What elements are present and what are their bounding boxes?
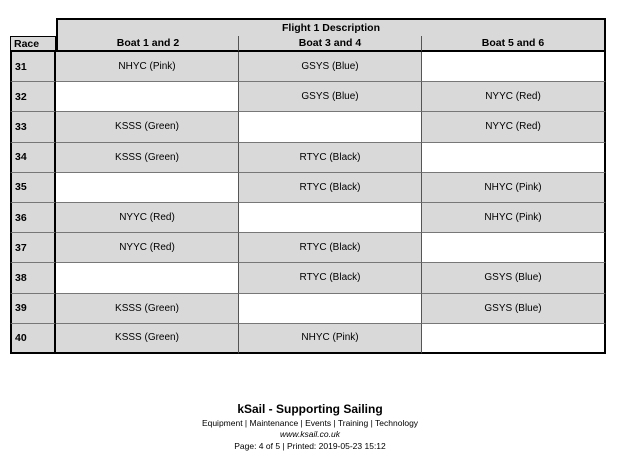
boat-1-2-cell: NHYC (Pink) [56, 52, 239, 82]
boat-5-6-cell: NYYC (Red) [422, 82, 606, 112]
race-number-cell: 32 [10, 82, 56, 112]
race-number-cell: 36 [10, 203, 56, 233]
boat-3-4-cell [239, 294, 422, 324]
boat-1-2-cell: KSSS (Green) [56, 112, 239, 142]
table-row [10, 82, 606, 112]
boat-3-4-cell: RTYC (Black) [239, 233, 422, 263]
boat-5-6-cell [422, 143, 606, 173]
boat-5-6-cell [422, 324, 606, 354]
boat-3-4-cell: RTYC (Black) [239, 173, 422, 203]
header-boat-5-6: Boat 5 and 6 [422, 36, 606, 52]
table-row [10, 203, 606, 233]
footer-website: www.ksail.co.uk [280, 429, 340, 439]
boat-5-6-cell [422, 52, 606, 82]
boat-3-4-cell [239, 112, 422, 142]
boat-5-6-cell: NHYC (Pink) [422, 203, 606, 233]
boat-1-2-cell [56, 82, 239, 112]
table-row [10, 324, 606, 354]
boat-3-4-cell: RTYC (Black) [239, 143, 422, 173]
race-number-cell: 39 [10, 294, 56, 324]
boat-5-6-cell [422, 233, 606, 263]
table-title-row [10, 18, 606, 36]
table-row [10, 143, 606, 173]
table-row [10, 52, 606, 82]
boat-3-4-cell [239, 203, 422, 233]
boat-5-6-cell: GSYS (Blue) [422, 263, 606, 293]
race-number-cell: 40 [10, 324, 56, 354]
boat-1-2-cell [56, 263, 239, 293]
footer-title: kSail - Supporting Sailing [237, 402, 383, 416]
table-row [10, 112, 606, 142]
boat-1-2-cell: KSSS (Green) [56, 324, 239, 354]
boat-5-6-cell: NYYC (Red) [422, 112, 606, 142]
table-header-row [10, 36, 606, 52]
race-number-cell: 31 [10, 52, 56, 82]
boat-1-2-cell: NYYC (Red) [56, 233, 239, 263]
boat-3-4-cell: GSYS (Blue) [239, 82, 422, 112]
footer-page-info: Page: 4 of 5 | Printed: 2019-05-23 15:12 [234, 441, 386, 451]
boat-3-4-cell: NHYC (Pink) [239, 324, 422, 354]
table-row [10, 263, 606, 293]
table-row [10, 294, 606, 324]
header-boat-1-2: Boat 1 and 2 [56, 36, 239, 52]
race-number-cell: 33 [10, 112, 56, 142]
table-row [10, 173, 606, 203]
boat-1-2-cell: KSSS (Green) [56, 294, 239, 324]
title-spacer [10, 18, 56, 36]
boat-5-6-cell: GSYS (Blue) [422, 294, 606, 324]
race-number-cell: 35 [10, 173, 56, 203]
flight-title: Flight 1 Description [56, 18, 606, 36]
boat-3-4-cell: GSYS (Blue) [239, 52, 422, 82]
race-number-cell: 38 [10, 263, 56, 293]
boat-1-2-cell: KSSS (Green) [56, 143, 239, 173]
boat-5-6-cell: NHYC (Pink) [422, 173, 606, 203]
boat-3-4-cell: RTYC (Black) [239, 263, 422, 293]
header-boat-3-4: Boat 3 and 4 [239, 36, 422, 52]
header-race: Race [10, 36, 56, 52]
boat-1-2-cell [56, 173, 239, 203]
race-number-cell: 37 [10, 233, 56, 263]
race-number-cell: 34 [10, 143, 56, 173]
footer-tagline: Equipment | Maintenance | Events | Training | Technology [201, 418, 419, 428]
boat-1-2-cell: NYYC (Red) [56, 203, 239, 233]
table-row [10, 233, 606, 263]
